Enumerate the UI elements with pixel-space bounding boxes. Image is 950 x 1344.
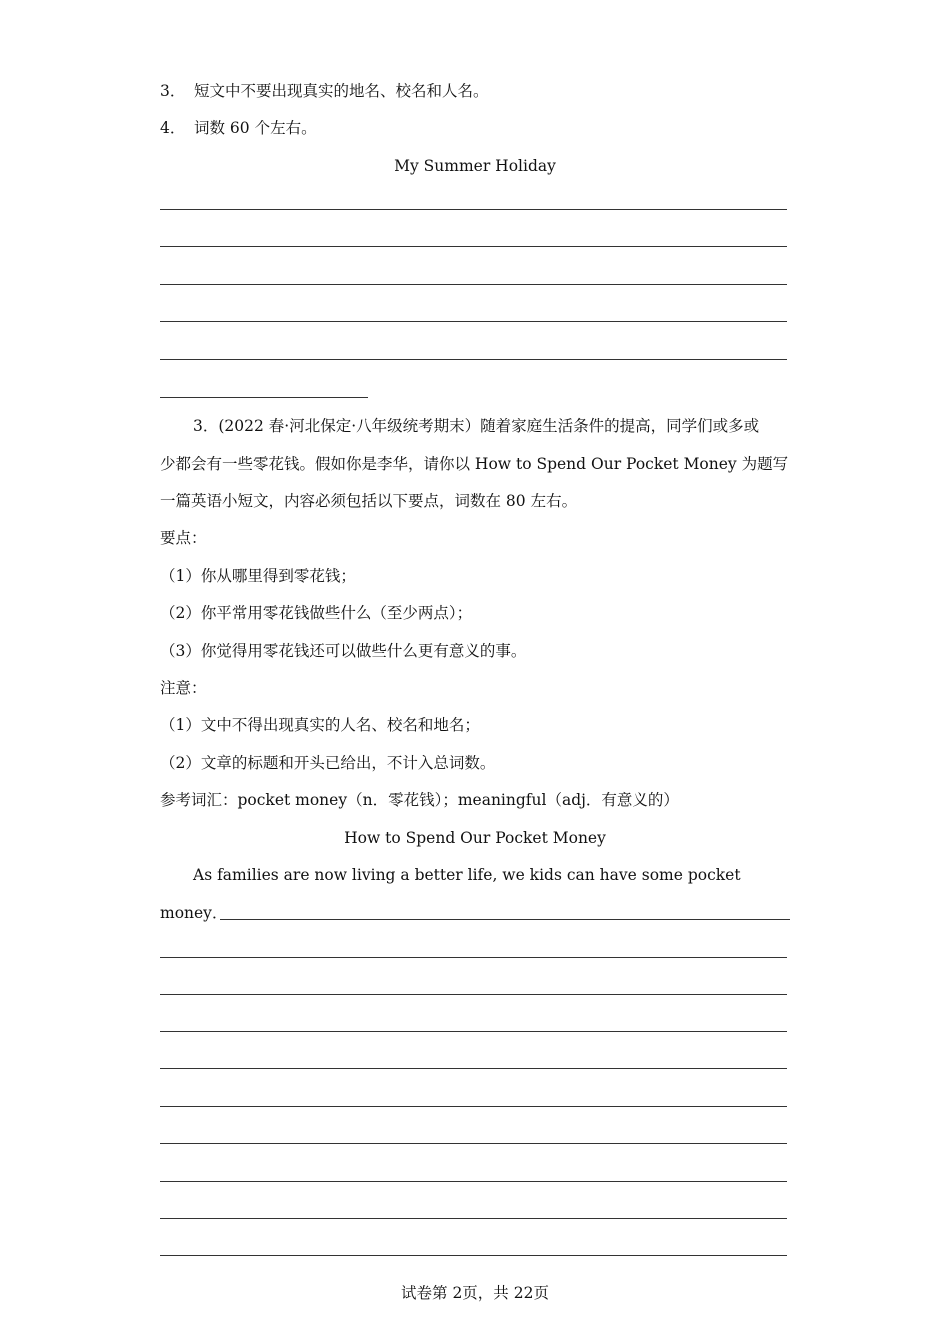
requirement-text: 词数 60 个左右。 <box>194 119 317 137</box>
requirement-item-4 <box>160 117 790 139</box>
note-2: （2）文章的标题和开头已给出，不计入总词数。 <box>160 754 496 772</box>
writing-line <box>160 994 787 995</box>
writing-line-end <box>160 397 368 398</box>
writing-line <box>160 359 787 360</box>
writing-line <box>160 1255 787 1256</box>
writing-line <box>160 1143 787 1144</box>
writing-line-first <box>220 919 790 920</box>
page-footer: 试卷第 2页，共 22页 <box>401 1284 549 1302</box>
writing-line <box>160 284 787 285</box>
writing-line <box>160 1031 787 1032</box>
note-1: （1）文中不得出现真实的人名、校名和地名； <box>160 716 480 734</box>
point-3: （3）你觉得用零花钱还可以做些什么更有意义的事。 <box>160 642 527 660</box>
writing-line <box>160 1218 787 1219</box>
writing-line <box>160 957 787 958</box>
essay-opening-line-2: money． <box>160 904 228 922</box>
writing-line <box>160 1068 787 1069</box>
question-3-prompt-line-1: 3．(2022 春·河北保定·八年级统考期末）随着家庭生活条件的提高，同学们或多或 <box>193 417 760 435</box>
question-3-prompt-line-2: 少都会有一些零花钱。假如你是李华，请你以 How to Spend Our Pocket Money 为题写 <box>160 455 789 473</box>
writing-line <box>160 246 787 247</box>
point-1: （1）你从哪里得到零花钱； <box>160 567 356 585</box>
essay-title-pocket-money: How to Spend Our Pocket Money <box>344 829 606 847</box>
writing-line <box>160 209 787 210</box>
points-label: 要点： <box>160 529 207 547</box>
notes-label: 注意： <box>160 679 207 697</box>
reference-vocabulary: 参考词汇：pocket money（n．零花钱）；meaningful（adj．有意义的） <box>160 791 679 809</box>
requirement-text: 短文中不要出现真实的地名、校名和人名。 <box>194 82 489 100</box>
essay-opening-line-1: As families are now living a better life, we kids can have some pocket <box>193 866 741 884</box>
writing-line <box>160 1181 787 1182</box>
requirement-number: 4． <box>160 119 186 137</box>
question-3-prompt-line-3: 一篇英语小短文，内容必须包括以下要点，词数在 80 左右。 <box>160 492 578 510</box>
writing-line <box>160 1106 787 1107</box>
point-2: （2）你平常用零花钱做些什么（至少两点）； <box>160 604 473 622</box>
essay-title-summer: My Summer Holiday <box>394 157 556 175</box>
requirement-item-3 <box>160 80 790 102</box>
requirement-number: 3． <box>160 82 186 100</box>
writing-line <box>160 321 787 322</box>
